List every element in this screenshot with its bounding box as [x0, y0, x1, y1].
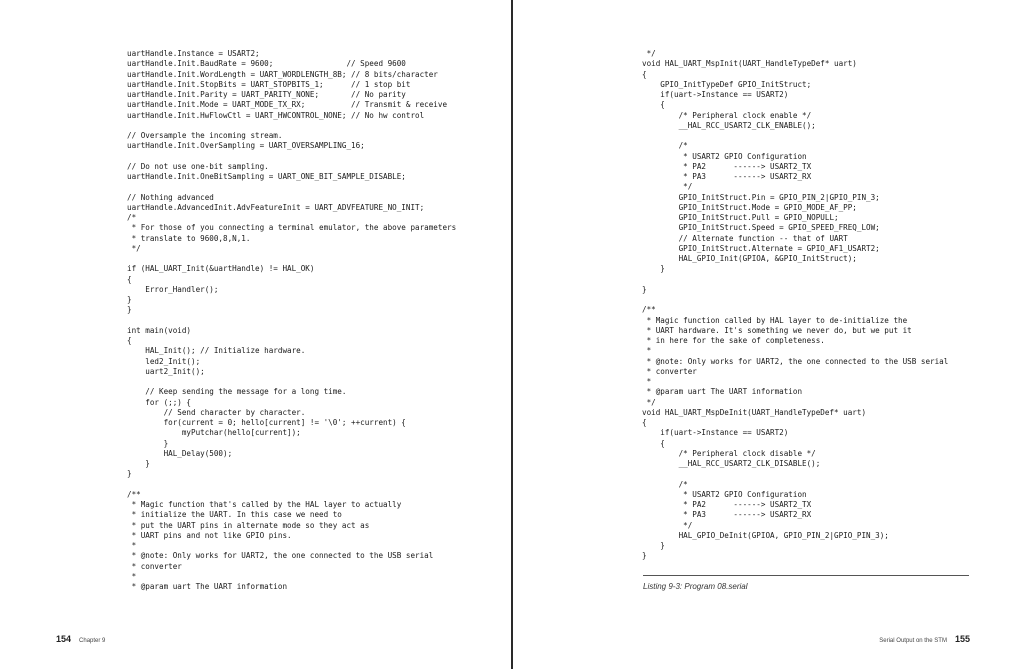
- page-gutter: [511, 0, 513, 669]
- listing-caption: Listing 9-3: Program 08.serial: [643, 575, 969, 591]
- code-listing-left: uartHandle.Instance = USART2; uartHandle.Init.BaudRate = 9600; // Speed 9600 uartHandle.Init.WordLength = UART_WORDLENGTH_8B; // 8 bits/character uartHandle.Init.StopBits = UART_STOPBITS_1; // 1 stop bit uartHandle.Init.Parity = UART_PARITY_NONE; // No parity uartHandle.Init.Mode = UART_MODE_TX_RX; // Transmit & receive uartHandle.Init.HwFlowCtl = UART_HWCONTROL_NONE; // No hw control // Oversample the incoming stream. uartHandle.Init.OverSampling = UART_OVERSAMPLING_16; // Do not use one-bit sampling. uartHandle.Init.OneBitSampling = UART_ONE_BIT_SAMPLE_DISABLE; // Nothing advanced uartHandle.AdvancedInit.AdvFeatureInit = UART_ADVFEATURE_NO_INIT; /* * For those of you connecting a terminal emulator, the above parameters * translate to 9600,8,N,1. */ if (HAL_UART_Init(&uartHandle) != HAL_OK) { Error_Handler(); } } int main(void) { HAL_Init(); // Initialize hardware. led2_Init(); uart2_Init(); // Keep sending the message for a long time. for (;;) { // Send character by character. for(current = 0; hello[current] != '\0'; ++current) { myPutchar(hello[current]); } HAL_Delay(500); } } /** * Magic function that's called by the HAL layer to actually * initialize the UART. In this case we need to * put the UART pins in alternate mode so they act as * UART pins and not like GPIO pins. * * @note: Only works for UART2, the one connected to the USB serial * converter * * @param uart The UART information: [127, 49, 457, 591]
- right-page-footer: [871, 629, 970, 647]
- running-head-right: Serial Output on the STM: [879, 638, 947, 644]
- code-listing-right: */ void HAL_UART_MspInit(UART_HandleTypeDef* uart) { GPIO_InitTypeDef GPIO_InitStruct; if(uart->Instance == USART2) { /* Peripheral clock enable */ __HAL_RCC_USART2_CLK_ENABLE(); /* * USART2 GPIO Configuration * PA2 ------> USART2_TX * PA3 ------> USART2_RX */ GPIO_InitStruct.Pin = GPIO_PIN_2|GPIO_PIN_3; GPIO_InitStruct.Mode = GPIO_MODE_AF_PP; GPIO_InitStruct.Pull = GPIO_NOPULL; GPIO_InitStruct.Speed = GPIO_SPEED_FREQ_LOW; // Alternate function -- that of UART GPIO_InitStruct.Alternate = GPIO_AF1_USART2; HAL_GPIO_Init(GPIOA, &GPIO_InitStruct); } } /** * Magic function called by HAL layer to de-initialize the * UART hardware. It's something we never do, but we put it * in here for the sake of completeness. * * @note: Only works for UART2, the one connected to the USB serial * converter * * @param uart The UART information */ void HAL_UART_MspDeInit(UART_HandleTypeDef* uart) { if(uart->Instance == USART2) { /* Peripheral clock disable */ __HAL_RCC_USART2_CLK_DISABLE(); /* * USART2 GPIO Configuration * PA2 ------> USART2_TX * PA3 ------> USART2_RX */ HAL_GPIO_DeInit(GPIOA, GPIO_PIN_2|GPIO_PIN_3); } }: [642, 49, 949, 561]
- right-page: [514, 0, 1024, 669]
- page-number-left: 154: [56, 634, 72, 644]
- running-head-left: Chapter 9: [79, 638, 106, 644]
- left-page-footer: [56, 629, 113, 647]
- page-number-right: 155: [954, 634, 970, 644]
